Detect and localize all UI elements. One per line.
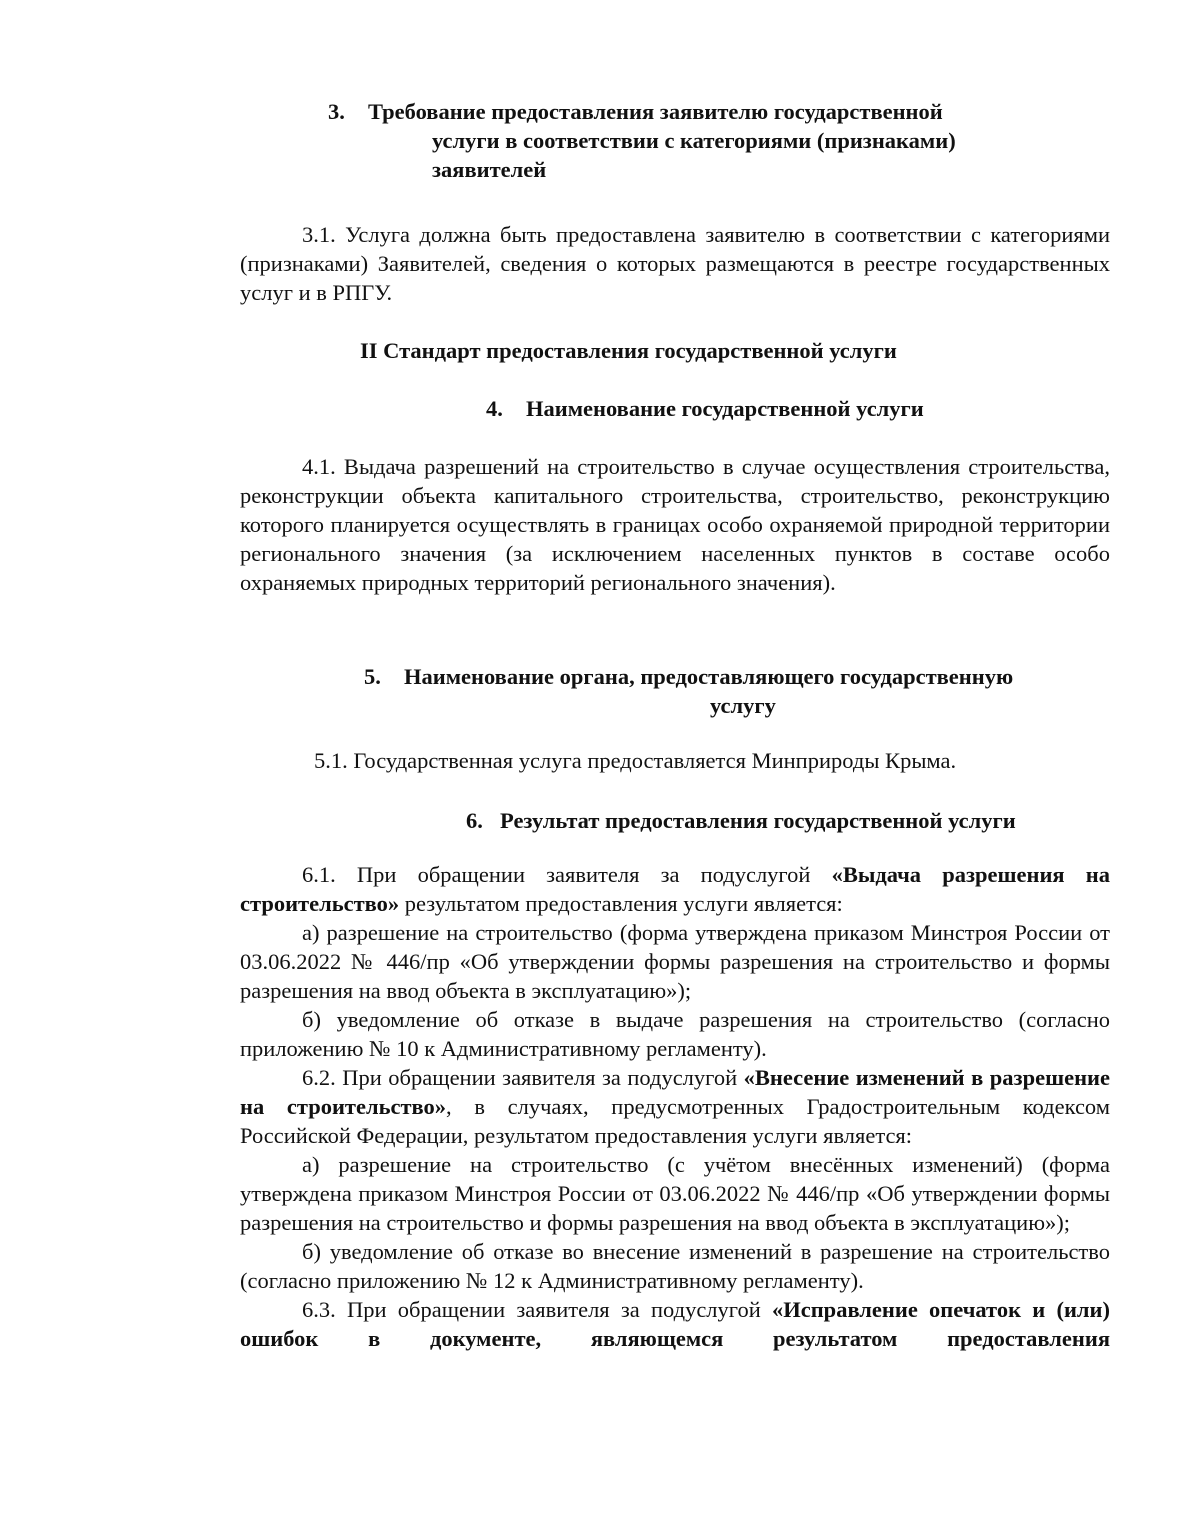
paragraph-6-2: 6.2. При обращении заявителя за подуслугой «Внесение изменений в разрешение на строительство», в случаях, предусмотренных Градостроительным кодексом Российской Федерации, результатом предоставления услуги является: bbox=[240, 1065, 1110, 1148]
section-4-number: 4. bbox=[486, 396, 503, 421]
section-6-body bbox=[240, 860, 1110, 1353]
section-4-heading: 4. Наименование государственной услуги bbox=[486, 396, 924, 421]
paragraph-6-1-item-b: б) уведомление об отказе в выдаче разрешения на строительство (согласно приложению № 10 к Административному регламенту). bbox=[240, 1007, 1110, 1061]
paragraph-6-2-item-b: б) уведомление об отказе во внесение изменений в разрешение на строительство (согласно приложению № 12 к Административному регламенту). bbox=[240, 1239, 1110, 1293]
section-3-number: 3. bbox=[328, 99, 345, 124]
paragraph-6-3: 6.3. При обращении заявителя за подуслугой «Исправление опечаток и (или) ошибок в документе, являющемся результатом предоставления bbox=[240, 1297, 1110, 1351]
section-3-title-line-1: 3. Требование предоставления заявителю государственной bbox=[328, 99, 943, 124]
section-6-number: 6. bbox=[466, 808, 483, 833]
section-5-title-line-2: услугу bbox=[710, 693, 776, 718]
section-3-heading bbox=[328, 97, 1088, 184]
section-3-title-line-3: заявителей bbox=[432, 157, 547, 182]
paragraph-3-1: 3.1. Услуга должна быть предоставлена заявителю в соответствии с категориями (признаками) Заявителей, сведения о которых размещаются в реестре государственных услуг и в РПГУ. bbox=[240, 222, 1110, 305]
part-2-heading: II Стандарт предоставления государственной услуги bbox=[360, 338, 897, 363]
section-5-number: 5. bbox=[364, 664, 381, 689]
paragraph-6-1: 6.1. При обращении заявителя за подуслугой «Выдача разрешения на строительство» результатом предоставления услуги является: bbox=[240, 862, 1110, 916]
paragraph-6-2-item-a: а) разрешение на строительство (с учётом внесённых изменений) (форма утверждена приказом Минстроя России от 03.06.2022 № 446/пр «Об утверждении формы разрешения на строительство и формы разрешения на ввод объекта в эксплуатацию»); bbox=[240, 1152, 1110, 1235]
paragraph-5-1: 5.1. Государственная услуга предоставляется Минприроды Крыма. bbox=[314, 748, 957, 773]
paragraph-6-1-item-a: а) разрешение на строительство (форма утверждена приказом Минстроя России от 03.06.2022 № 446/пр «Об утверждении формы разрешения на строительство и формы разрешения на ввод объекта в эксплуатацию»); bbox=[240, 920, 1110, 1003]
section-3-title-line-2: услуги в соответствии с категориями (признаками) bbox=[432, 128, 956, 153]
paragraph-4-1: 4.1. Выдача разрешений на строительство в случае осуществления строительства, реконструкции объекта капитального строительства, строительство, реконструкцию которого планируется осуществлять в границах особо охраняемой природной территории регионального значения (за исключением населенных пунктов в составе особо охраняемых природных территорий регионального значения). bbox=[240, 454, 1110, 595]
section-5-title-line-1: 5. Наименование органа, предоставляющего государственную bbox=[364, 664, 1014, 689]
section-5-heading bbox=[364, 662, 1124, 720]
section-6-heading: 6. Результат предоставления государственной услуги bbox=[466, 808, 1016, 833]
